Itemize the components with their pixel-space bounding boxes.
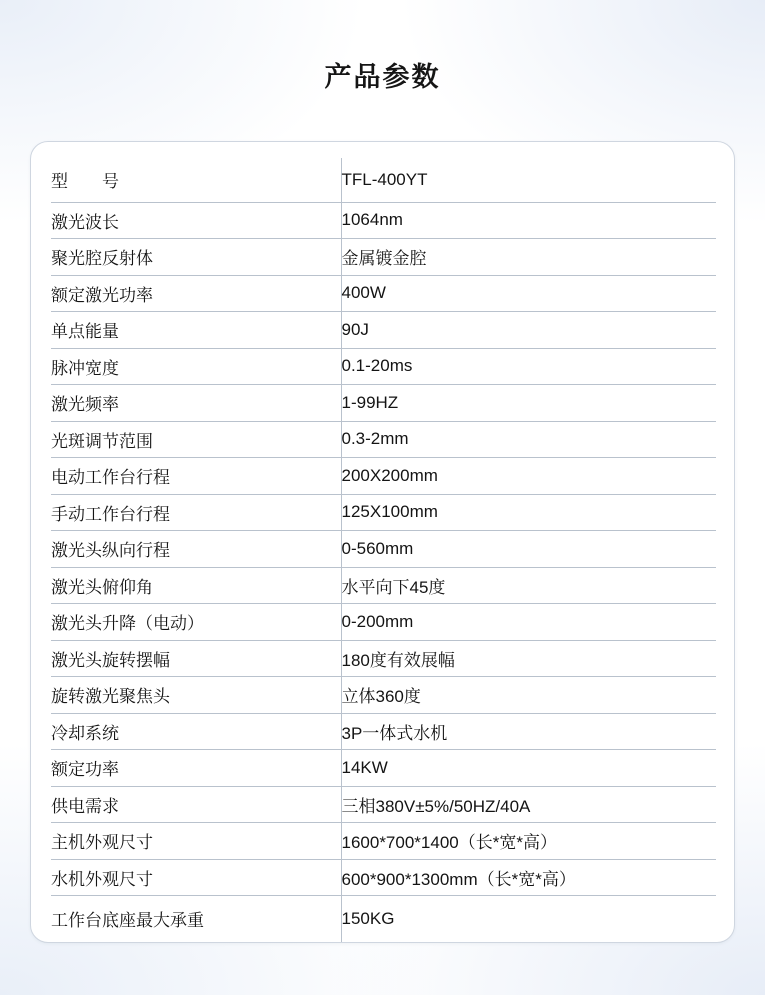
spec-value: 125X100mm	[341, 494, 716, 531]
table-row	[51, 458, 716, 495]
spec-value: 150KG	[341, 908, 395, 928]
spec-label: 水机外观尺寸	[51, 859, 341, 896]
table-row	[51, 158, 716, 202]
spec-value: TFL-400YT	[341, 158, 716, 202]
spec-value: 水平向下45度	[341, 567, 716, 604]
spec-label: 供电需求	[51, 786, 341, 823]
table-row	[51, 275, 716, 312]
table-row	[51, 202, 716, 239]
table-row	[51, 531, 716, 568]
spec-value: 3P一体式水机	[341, 713, 716, 750]
spec-label: 激光头旋转摆幅	[51, 640, 341, 677]
spec-value: 1600*700*1400（长*宽*高）	[341, 823, 716, 860]
spec-value: 180度有效展幅	[341, 640, 716, 677]
table-row	[51, 494, 716, 531]
table-row	[51, 239, 716, 276]
spec-value: 立体360度	[341, 677, 716, 714]
table-row	[51, 786, 716, 823]
spec-label: 旋转激光聚焦头	[51, 677, 341, 714]
spec-value: 90J	[341, 312, 716, 349]
spec-value: 0.3-2mm	[341, 421, 716, 458]
spec-value: 400W	[341, 275, 716, 312]
spec-value: 0-200mm	[341, 604, 716, 641]
table-row	[51, 859, 716, 896]
spec-label: 单点能量	[51, 312, 341, 349]
spec-label: 额定功率	[51, 750, 341, 787]
spec-label: 手动工作台行程	[51, 494, 341, 531]
table-row	[51, 896, 716, 942]
table-row	[51, 640, 716, 677]
spec-label: 冷却系统	[51, 713, 341, 750]
table-row	[51, 348, 716, 385]
spec-label: 额定激光功率	[51, 275, 341, 312]
table-row	[51, 567, 716, 604]
spec-label: 激光波长	[51, 202, 341, 239]
spec-value: 三相380V±5%/50HZ/40A	[341, 786, 716, 823]
table-row	[51, 604, 716, 641]
spec-label: 激光头俯仰角	[51, 567, 341, 604]
table-row	[51, 385, 716, 422]
spec-label: 聚光腔反射体	[51, 239, 341, 276]
spec-label: 工作台底座最大承重	[51, 896, 341, 942]
spec-label: 主机外观尺寸	[51, 823, 341, 860]
spec-value: 金属镀金腔	[341, 239, 716, 276]
spec-table	[51, 158, 716, 942]
table-row	[51, 421, 716, 458]
spec-label: 型 号	[51, 158, 341, 202]
table-row	[51, 713, 716, 750]
table-row	[51, 823, 716, 860]
spec-label: 光斑调节范围	[51, 421, 341, 458]
spec-value: 200X200mm	[341, 458, 716, 495]
table-row	[51, 750, 716, 787]
table-row	[51, 677, 716, 714]
spec-value: 14KW	[341, 750, 716, 787]
spec-label: 激光头升降（电动）	[51, 604, 341, 641]
spec-value: 0-560mm	[341, 531, 716, 568]
spec-table-card	[30, 141, 735, 943]
spec-label: 脉冲宽度	[51, 348, 341, 385]
spec-label: 激光频率	[51, 385, 341, 422]
spec-value: 0.1-20ms	[341, 348, 716, 385]
spec-label: 激光头纵向行程	[51, 531, 341, 568]
page-title: 产品参数	[324, 62, 441, 92]
spec-value: 600*900*1300mm（长*宽*高）	[341, 859, 716, 896]
spec-label: 电动工作台行程	[51, 458, 341, 495]
spec-table-body	[51, 158, 716, 942]
spec-value: 1064nm	[341, 202, 716, 239]
table-row	[51, 312, 716, 349]
spec-value: 1-99HZ	[341, 385, 716, 422]
